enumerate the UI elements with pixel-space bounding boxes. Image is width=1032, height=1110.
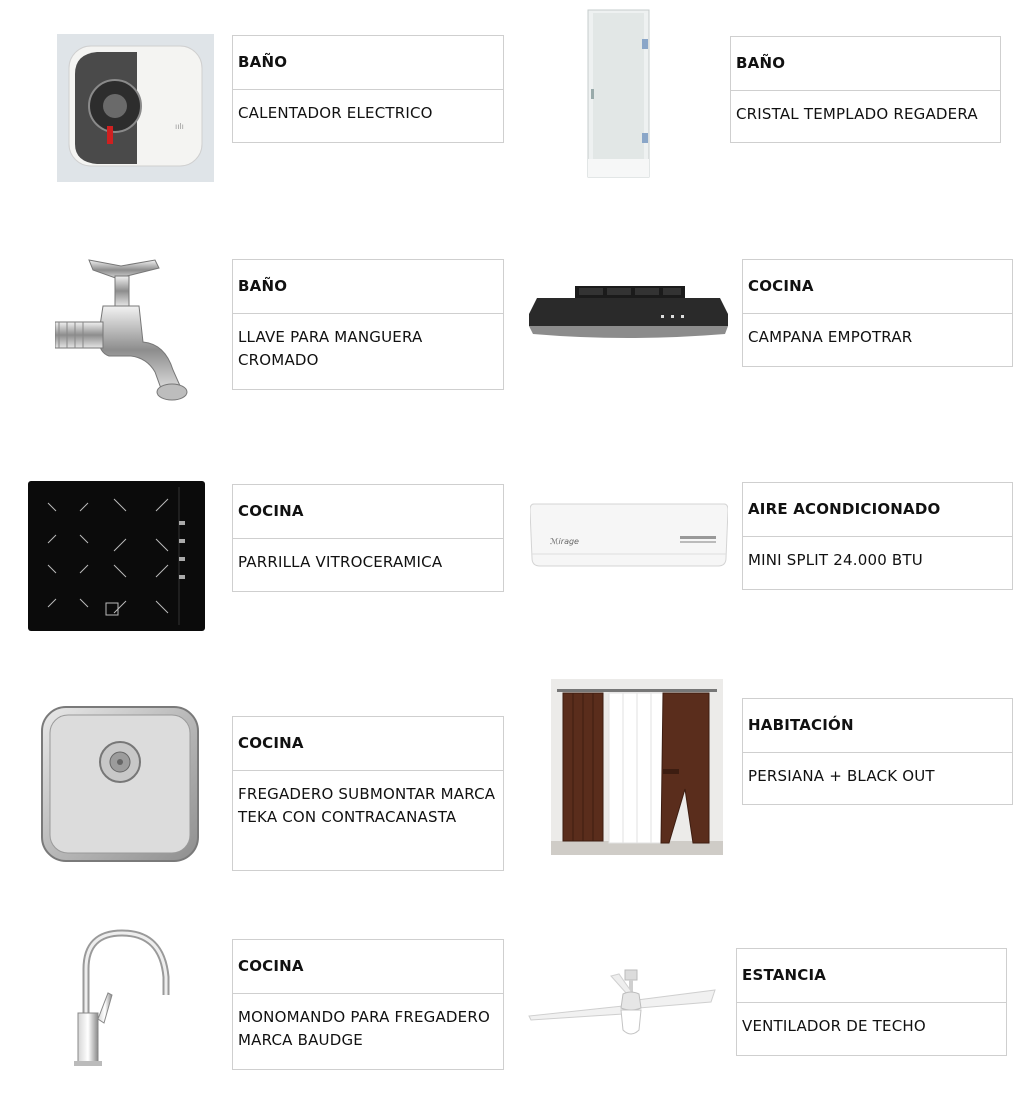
card-description: LLAVE PARA MANGUERA CROMADO bbox=[238, 328, 423, 369]
hose-tap-image bbox=[55, 252, 191, 404]
svg-text:ıılı: ıılı bbox=[175, 122, 184, 131]
sink-image bbox=[40, 705, 200, 863]
card-glass-panel bbox=[730, 36, 1001, 143]
card-category: COCINA bbox=[743, 260, 1012, 314]
card-description: CAMPANA EMPOTRAR bbox=[748, 328, 913, 346]
svg-text:ℳirage: ℳirage bbox=[550, 537, 579, 546]
card-description: CALENTADOR ELECTRICO bbox=[238, 104, 433, 122]
card-description: VENTILADOR DE TECHO bbox=[742, 1017, 926, 1035]
card-ceiling-fan bbox=[736, 948, 1007, 1056]
card-ceramic-cooktop bbox=[232, 484, 504, 592]
card-description: MONOMANDO PARA FREGADERO MARCA BAUDGE bbox=[238, 1008, 490, 1049]
kitchen-faucet-image bbox=[72, 929, 172, 1067]
card-category: AIRE ACONDICIONADO bbox=[743, 483, 1012, 537]
card-air-conditioner bbox=[742, 482, 1013, 590]
card-range-hood bbox=[742, 259, 1013, 367]
card-water-heater bbox=[232, 35, 504, 143]
card-category: COCINA bbox=[233, 717, 503, 771]
card-description: PERSIANA + BLACK OUT bbox=[748, 767, 935, 785]
card-category: BAÑO bbox=[731, 37, 1000, 91]
card-description: PARRILLA VITROCERAMICA bbox=[238, 553, 443, 571]
ceiling-fan-image bbox=[527, 968, 717, 1042]
glass-panel-image bbox=[587, 9, 650, 178]
curtains-image bbox=[551, 679, 723, 855]
card-category: HABITACIÓN bbox=[743, 699, 1012, 753]
card-category: COCINA bbox=[233, 485, 503, 539]
card-kitchen-faucet bbox=[232, 939, 504, 1070]
ceramic-cooktop-image bbox=[28, 481, 205, 631]
card-category: BAÑO bbox=[233, 260, 503, 314]
air-conditioner-image bbox=[530, 502, 728, 570]
card-category: BAÑO bbox=[233, 36, 503, 90]
card-category: ESTANCIA bbox=[737, 949, 1006, 1003]
card-curtains bbox=[742, 698, 1013, 805]
card-description: MINI SPLIT 24.000 BTU bbox=[748, 551, 923, 569]
card-description: CRISTAL TEMPLADO REGADERA bbox=[736, 105, 978, 123]
water-heater-image bbox=[57, 34, 214, 182]
card-description: FREGADERO SUBMONTAR MARCA TEKA CON CONTRACANASTA bbox=[238, 785, 496, 826]
card-category: COCINA bbox=[233, 940, 503, 994]
card-sink bbox=[232, 716, 504, 871]
range-hood-image bbox=[527, 284, 730, 342]
card-hose-tap bbox=[232, 259, 504, 390]
